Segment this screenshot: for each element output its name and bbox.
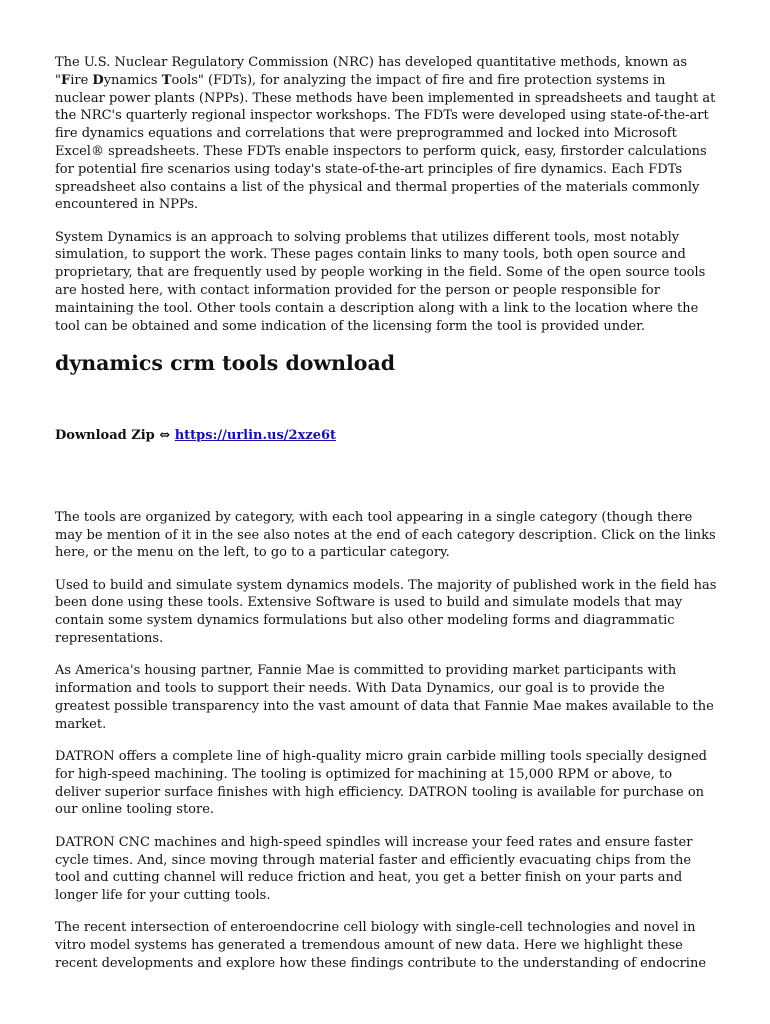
download-label: Download Zip ⇔ [55,427,175,443]
intro-text: " (FDTs), for analyzing the impact of fire and fire protection systems in nuclear power plants (NPPs). These methods have been implemented in spreadsheets and taught at the NRC's quarterly regional inspector workshops. The FDTs were developed using state-of-the-art fire dynamics equations and correlations that were preprogrammed and locked into Microsoft Excel® spreadsheets. These FDTs enable inspectors to perform quick, easy, firstorder calculations for potential fire scenarios using today's state-of-the-art principles of fire dynamics. Each FDTs spreadsheet also contains a list of the physical and thermal properties of the materials commonly encountered in NPPs. [55,72,716,213]
bold-letter: D [92,72,104,88]
download-link[interactable]: https://urlin.us/2xze6t [174,427,337,443]
body-paragraph-1: The tools are organized by category, with each tool appearing in a single category (though there may be mention of it in the see also notes at the end of each category description. Click on the links here, or the menu on the left, to go to a particular category. [55,509,716,561]
intro-paragraph-1 [55,54,719,214]
bold-letter: F [60,72,71,88]
download-line [55,427,719,445]
document-page [55,54,719,987]
intro-text: ynamics [103,72,162,88]
bold-letter: T [161,72,172,88]
body-paragraph-3: As America's housing partner, Fannie Mae is committed to providing market participants with information and tools to support their needs. With Data Dynamics, our goal is to provide the greatest possible transparency into the vast amount of data that Fannie Mae makes available to the market. [55,663,714,732]
body-paragraph-6: The recent intersection of enteroendocrine cell biology with single-cell technologies and novel in vitro model systems has generated a tremendous amount of new data. Here we highlight these recent developments and explore how these findings contribute to the understanding of endocrine [55,920,707,971]
body-paragraph-4: DATRON offers a complete line of high-quality micro grain carbide milling tools specially designed for high-speed machining. The tooling is optimized for machining at 15,000 RPM or above, to deliver superior surface finishes with high efficiency. DATRON tooling is available for purchase on our online tooling store. [55,749,708,818]
intro-text: ire [70,72,93,88]
intro-text: ools [171,72,198,88]
body-paragraph-2: Used to build and simulate system dynamics models. The majority of published work in the field has been done using these tools. Extensive Software is used to build and simulate models that may contain some system dynamics formulations but also other modeling forms and diagrammatic representations. [55,577,717,647]
intro-paragraph-2: System Dynamics is an approach to solving problems that utilizes different tools, most notably simulation, to support the work. These pages contain links to many tools, both open source and proprietary, that are frequently used by people working in the field. Some of the open source tools are hosted here, with contact information provided for the person or people responsible for maintaining the tool. Other tools contain a description along with a link to the location where the tool can be obtained and some indication of the licensing form the tool is provided under. [55,229,706,334]
spacer [55,445,719,509]
page-heading: dynamics crm tools download [55,350,396,375]
intro-text: The U.S. Nuclear Regulatory Commission (NRC) has developed quantitative methods, known as " [55,55,688,88]
body-paragraph-5: DATRON CNC machines and high-speed spindles will increase your feed rates and ensure faster cycle times. And, since moving through material faster and efficiently evacuating chips from the tool and cutting channel will reduce friction and heat, you get a better finish on your parts and longer life for your cutting tools. [55,834,693,904]
